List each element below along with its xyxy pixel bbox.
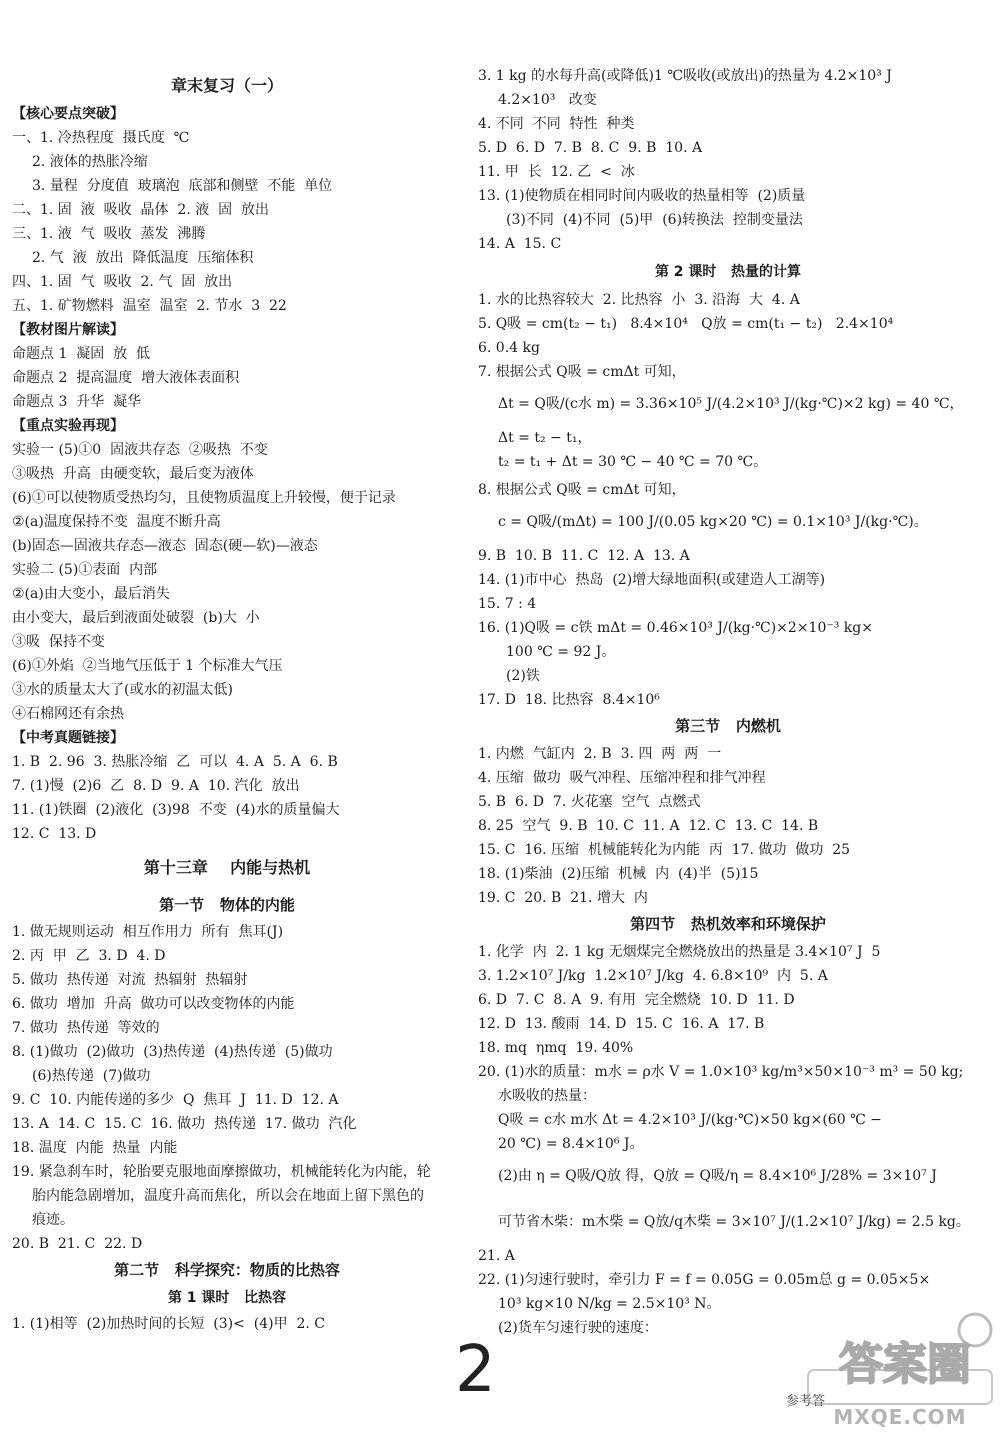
- answer-line: 1. 做无规则运动 相互作用力 所有 焦耳(J): [12, 924, 284, 940]
- answer-line: 22. (1)匀速行驶时，牵引力 F = f = 0.05G = 0.05m总 g = 0.05×5×: [478, 1272, 931, 1288]
- footer-label: 参考答: [786, 1394, 826, 1409]
- answer-line: 17. D 18. 比热容 8.4×10⁶: [478, 692, 660, 708]
- answer-line: 18. mq ηmq 19. 40%: [478, 1040, 634, 1056]
- answer-line: 9. B 10. B 11. C 12. A 13. A: [478, 548, 690, 564]
- answer-line: 五、1. 矿物燃料 温室 温室 2. 节水 3 22: [12, 298, 287, 314]
- answer-line: 3. 1.2×10⁷ J/kg 1.2×10⁷ J/kg 4. 6.8×10⁹ 内 5. A: [478, 968, 828, 984]
- answer-line: ③吸 保持不变: [12, 634, 105, 650]
- answer-line: Q吸 = c水 m水 Δt = 4.2×10³ J/(kg·℃)×50 kg×(60 ℃ −: [498, 1112, 882, 1128]
- section-heading: 第一节 物体的内能: [159, 896, 295, 914]
- answer-line: 14. A 15. C: [478, 236, 562, 252]
- answer-line: (6)①可以使物质受热均匀，且使物质温度上升较慢，便于记录: [12, 490, 396, 506]
- section-label: 【核心要点突破】: [12, 106, 124, 122]
- answer-line: Δt = t₂ − t₁，: [498, 430, 592, 446]
- answer-line: 四、1. 固 气 吸收 2. 气 固 放出: [12, 274, 233, 290]
- section-label: 【中考真题链接】: [12, 730, 124, 746]
- handwritten-page-number: 2: [455, 1333, 496, 1407]
- answer-line: c = Q吸/(mΔt) = 100 J/(0.05 kg×20 ℃) = 0.1×10³ J/(kg·℃)。: [498, 514, 928, 530]
- answer-line: 6. 0.4 kg: [478, 340, 540, 356]
- answer-line: 15. 7 : 4: [478, 596, 537, 612]
- answer-line: 命题点 1 凝固 放 低: [12, 346, 151, 362]
- answer-line: 一、1. 冷热程度 摄氏度 ℃: [12, 130, 190, 146]
- answer-line: 4.2×10³ 改变: [498, 92, 597, 108]
- answer-line: 7. 做功 热传递 等效的: [12, 1020, 160, 1036]
- answer-line: 1. 内燃 气缸内 2. B 3. 四 两 两 一: [478, 746, 722, 762]
- answer-line: (2)铁: [506, 668, 540, 684]
- answer-line: 14. (1)市中心 热岛 (2)增大绿地面积(或建造人工湖等): [478, 572, 826, 588]
- answer-line: 8. (1)做功 (2)做功 (3)热传递 (4)热传递 (5)做功: [12, 1044, 333, 1060]
- answer-line: 7. (1)慢 (2)6 乙 8. D 9. A 10. 汽化 放出: [12, 778, 300, 794]
- section-heading: 第十三章 内能与热机: [143, 858, 311, 877]
- answer-line: ④石棉网还有余热: [12, 706, 124, 722]
- answer-line: 3. 量程 分度值 玻璃泡 底部和侧壁 不能 单位: [32, 178, 333, 194]
- answer-line: 5. Q吸 = cm(t₂ − t₁) 8.4×10⁴ Q放 = cm(t₁ − t₂) 2.4×10⁴: [478, 316, 894, 332]
- answer-line: (2)货车匀速行驶的速度：: [498, 1320, 658, 1336]
- section-heading: 第 1 课时 比热容: [167, 1290, 287, 1306]
- answer-line: 15. C 16. 压缩 机械能转化为内能 丙 17. 做功 做功 25: [478, 842, 851, 858]
- answer-line: 5. D 6. D 7. B 8. C 9. B 10. A: [478, 140, 703, 156]
- answer-line: 5. 做功 热传递 对流 热辐射 热辐射: [12, 972, 248, 988]
- answer-line: 水吸收的热量：: [498, 1088, 596, 1104]
- answer-line: 由小变大，最后到液面处破裂 (b)大 小: [12, 610, 260, 626]
- answer-line: 11. 甲 长 12. 乙 < 冰: [478, 164, 635, 180]
- answer-line: 9. C 10. 内能传递的多少 Q 焦耳 J 11. D 12. A: [12, 1092, 339, 1108]
- section-label: 【重点实验再现】: [12, 418, 124, 434]
- answer-line: 19. 紧急刹车时，轮胎要克服地面摩擦做功，机械能转化为内能，轮: [12, 1164, 431, 1180]
- answer-line: 13. A 14. C 15. C 16. 做功 热传递 17. 做功 汽化: [12, 1116, 357, 1132]
- answer-line: 三、1. 液 气 吸收 蒸发 沸腾: [12, 226, 206, 242]
- answer-line: 2. 气 液 放出 降低温度 压缩体积: [32, 250, 254, 266]
- answer-line: 命题点 3 升华 凝华: [12, 394, 142, 410]
- answer-line: 1. (1)相等 (2)加热时间的长短 (3)< (4)甲 2. C: [12, 1316, 325, 1332]
- answer-line: (6)①外焰 ②当地气压低于 1 个标准大气压: [12, 658, 283, 674]
- answer-line: 4. 压缩 做功 吸气冲程、压缩冲程和排气冲程: [478, 770, 766, 786]
- answer-line: 二、1. 固 液 吸收 晶体 2. 液 固 放出: [12, 202, 270, 218]
- watermark-site: MXQE.COM: [833, 1405, 967, 1429]
- section-label: 【教材图片解读】: [12, 322, 124, 338]
- answer-line: 20 ℃) = 8.4×10⁶ J。: [498, 1136, 644, 1152]
- section-heading: 章末复习（一）: [170, 76, 283, 95]
- answer-line: 1. B 2. 96 3. 热胀冷缩 乙 可以 4. A 5. A 6. B: [12, 754, 338, 770]
- answer-line: 2. 液体的热胀冷缩: [32, 154, 148, 170]
- answer-line: 6. 做功 增加 升高 做功可以改变物体的内能: [12, 996, 295, 1012]
- answer-line: 19. C 20. B 21. 增大 内: [478, 890, 648, 906]
- answer-line: (6)热传递 (7)做功: [32, 1068, 151, 1084]
- answer-line: (2)由 η = Q吸/Q放 得，Q放 = Q吸/η = 8.4×10⁶ J/28% = 3×10⁷ J: [498, 1168, 937, 1184]
- answer-line: 18. (1)柴油 (2)压缩 机械 内 (4)半 (5)15: [478, 866, 759, 882]
- answer-line: 5. B 6. D 7. 火花塞 空气 点燃式: [478, 794, 701, 810]
- answer-line: 21. A: [478, 1248, 515, 1264]
- watermark-title: 答案圈: [839, 1339, 971, 1390]
- answer-line: 8. 根据公式 Q吸 = cmΔt 可知，: [478, 482, 686, 498]
- answer-line: 4. 不同 不同 特性 种类: [478, 116, 635, 132]
- answer-line: (3)不同 (4)不同 (5)甲 (6)转换法 控制变量法: [506, 212, 803, 228]
- answer-line: 6. D 7. C 8. A 9. 有用 完全燃烧 10. D 11. D: [478, 992, 795, 1008]
- answer-line: 可节省木柴：m木柴 = Q放/q木柴 = 3×10⁷ J/(1.2×10⁷ J/kg) = 2.5 kg。: [498, 1214, 970, 1230]
- answer-line: ③水的质量太大了(或水的初温太低): [12, 682, 233, 698]
- answer-line: 1. 水的比热容较大 2. 比热容 小 3. 沿海 大 4. A: [478, 292, 800, 308]
- section-heading: 第 2 课时 热量的计算: [654, 264, 802, 280]
- answer-line: t₂ = t₁ + Δt = 30 ℃ − 40 ℃ = 70 ℃。: [498, 454, 768, 470]
- answer-line: 命题点 2 提高温度 增大液体表面积: [12, 370, 240, 386]
- answer-line: 8. 25 空气 9. B 10. C 11. A 12. C 13. C 14. B: [478, 818, 819, 834]
- answer-line: 12. C 13. D: [12, 826, 97, 842]
- answer-line: 2. 丙 甲 乙 3. D 4. D: [12, 948, 166, 964]
- answer-line: 7. 根据公式 Q吸 = cmΔt 可知，: [478, 364, 686, 380]
- answer-line: 20. B 21. C 22. D: [12, 1236, 143, 1252]
- answer-line: 13. (1)使物质在相同时间内吸收的热量相等 (2)质量: [478, 188, 806, 204]
- answer-line: (b)固态—固液共存态—液态 固态(硬—软)—液态: [12, 538, 318, 554]
- answer-line: 痕迹。: [32, 1212, 74, 1228]
- section-heading: 第四节 热机效率和环境保护: [630, 915, 826, 933]
- answer-line: 100 ℃ = 92 J。: [506, 644, 616, 660]
- answer-line: 11. (1)铁圈 (2)液化 (3)98 不变 (4)水的质量偏大: [12, 802, 340, 818]
- answer-line: 实验二 (5)①表面 内部: [12, 562, 158, 578]
- answer-line: 12. D 13. 酸雨 14. D 15. C 16. A 17. B: [478, 1016, 765, 1032]
- answer-line: ②(a)温度保持不变 温度不断升高: [12, 514, 221, 530]
- answer-line: ③吸热 升高 由硬变软，最后变为液体: [12, 466, 254, 482]
- answer-line: 20. (1)水的质量：m水 = ρ水 V = 1.0×10³ kg/m³×50×10⁻³ m³ = 50 kg;: [478, 1064, 964, 1080]
- answer-line: ②(a)由大变小，最后消失: [12, 586, 170, 602]
- answer-line: 16. (1)Q吸 = c铁 mΔt = 0.46×10³ J/(kg·℃)×2×10⁻³ kg×: [478, 620, 873, 636]
- section-heading: 第三节 内燃机: [675, 717, 781, 735]
- answer-line: 10³ kg×10 N/kg = 2.5×10³ N。: [498, 1296, 721, 1312]
- answer-line: 1. 化学 内 2. 1 kg 无烟煤完全燃烧放出的热量是 3.4×10⁷ J 5: [478, 944, 881, 960]
- section-heading: 第二节 科学探究：物质的比热容: [114, 1261, 340, 1279]
- answer-line: 胎内能急剧增加，温度升高而焦化，所以会在地面上留下黑色的: [32, 1188, 424, 1204]
- answer-line: 3. 1 kg 的水每升高(或降低)1 ℃吸收(或放出)的热量为 4.2×10³ J: [478, 68, 892, 84]
- watermark-logo: [800, 1300, 1000, 1435]
- answer-line: Δt = Q吸/(c水 m) = 3.36×10⁵ J/(4.2×10³ J/(kg·℃)×2 kg) = 40 ℃，: [498, 396, 964, 412]
- answer-line: 18. 温度 内能 热量 内能: [12, 1140, 178, 1156]
- answer-line: 实验一 (5)①0 固液共存态 ②吸热 不变: [12, 442, 268, 458]
